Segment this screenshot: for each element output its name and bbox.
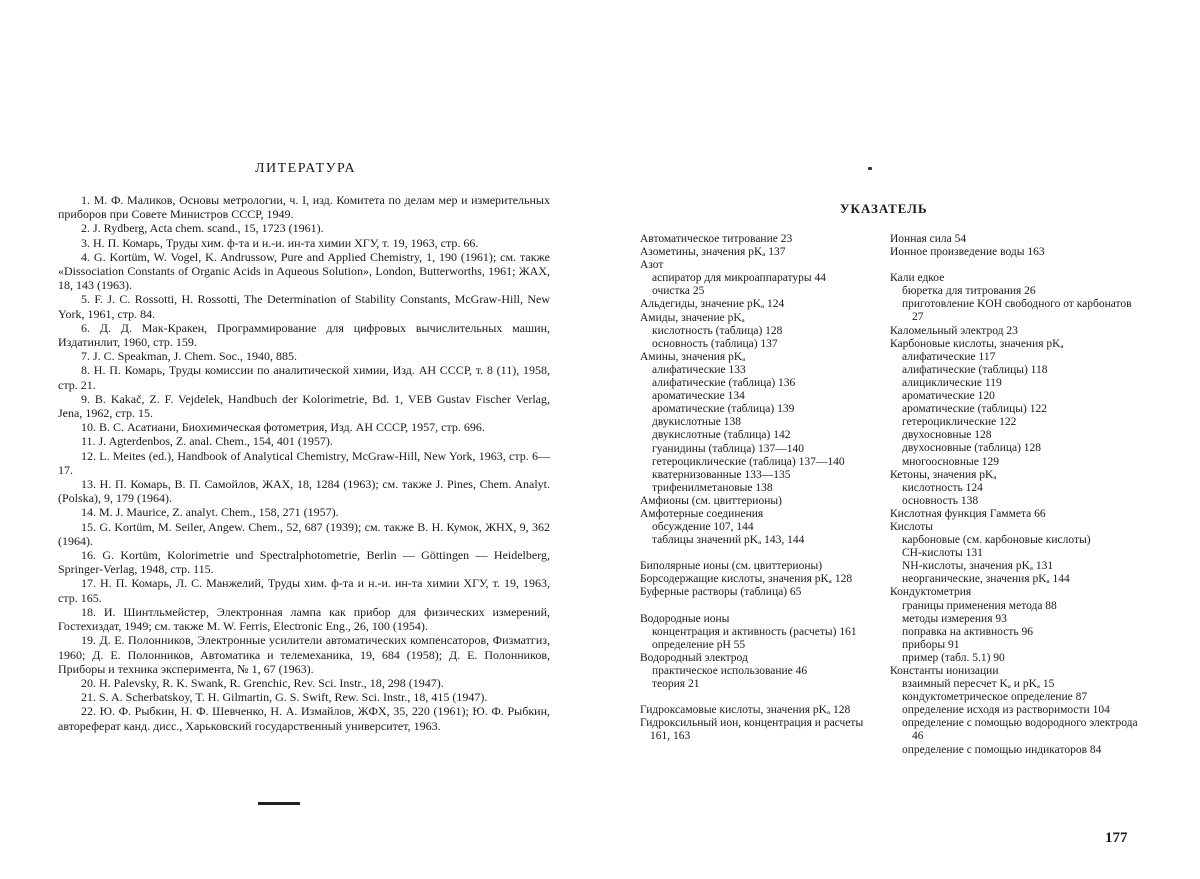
index-subentry: бюретка для титрования 26: [902, 285, 1036, 298]
index-subentry: карбоновые (см. карбоновые кислоты): [902, 534, 1091, 547]
index-entry: Константы ионизации: [890, 665, 999, 677]
index-subentry: кислотность (таблица) 128: [652, 324, 783, 337]
index-subentry: основность (таблица) 137: [652, 337, 778, 350]
index-subentry: ароматические 120: [902, 390, 995, 403]
index-subentry: двукислотные (таблица) 142: [652, 429, 791, 442]
reference-entry: 10. В. С. Асатиани, Биохимическая фотометрия, Изд. АН СССР, 1957, стр. 696.: [81, 420, 485, 435]
reference-entry: 3. Н. П. Комарь, Труды хим. ф-та и н.-и. ин-та химии ХГУ, т. 19, 1963, стр. 66.: [81, 235, 479, 250]
index-entry: Азометины, значения pKₐ 137: [640, 246, 786, 259]
literature-list: [58, 193, 550, 733]
index-subentry: очистка 25: [652, 285, 705, 298]
reference-entry: 6. Д. Д. Мак-Кракен, Программирование для цифровых вычислительных машин, Издатинлит, 1960, стр. 159.: [58, 320, 550, 350]
print-speck: [868, 167, 872, 170]
index-subentry: двухосновные 128: [902, 429, 992, 442]
index-entry: Водородные ионы: [640, 612, 730, 625]
index-entry: Амфотерные соединения: [640, 507, 764, 520]
index-subentry: ароматические 134: [652, 390, 745, 403]
reference-entry: 12. L. Meites (ed.), Handbook of Analytical Chemistry, McGraw-Hill, New York, 1963, стр. 6—17.: [58, 448, 550, 477]
index-entry: Гидроксамовые кислоты, значения pKₐ 128: [640, 704, 851, 717]
index-subentry: приборы 91: [902, 638, 960, 651]
reference-entry: 8. Н. П. Комарь, Труды комиссии по аналитической химии, Изд. АН СССР, т. 8 (11), 1958, стр. 21.: [58, 363, 550, 392]
index-subentry: методы измерения 93: [902, 612, 1007, 625]
index-entry: Автоматическое титрование 23: [640, 233, 793, 245]
index-entry: Амфионы (см. цвиттерионы): [640, 494, 782, 507]
index-subentry: определение исходя из растворимости 104: [902, 704, 1110, 717]
index-entry: Гидроксильный ион, концентрация и расчеты 161, 163: [640, 717, 864, 743]
index-entry: Биполярные ионы (см. цвиттерионы): [640, 560, 823, 573]
index-subentry: алифатические (таблицы) 118: [902, 363, 1048, 376]
reference-entry: 22. Ю. Ф. Рыбкин, Н. Ф. Шевченко, Н. А. Измайлов, ЖФХ, 35, 220 (1961); Ю. Ф. Рыбкин, автореферат канд. дисс., Харьковский государственный университет, 1963.: [58, 704, 550, 733]
index-subentry: алифатические (таблица) 136: [652, 377, 796, 390]
index-subentry: основность 138: [902, 494, 979, 507]
index-subentry: теория 21: [652, 678, 700, 690]
index-entry: Кислоты: [890, 520, 934, 533]
index-subentry: определение с помощью водородного электрода 46: [902, 717, 1138, 743]
index-subentry: ароматические (таблицы) 122: [902, 403, 1047, 416]
reference-entry: 1. М. Ф. Маликов, Основы метрологии, ч. I, изд. Комитета по делам мер и измерительных приборов при Совете Министров СССР, 1949.: [58, 193, 550, 222]
section-end-rule: [258, 802, 300, 805]
index-subentry: кислотность 124: [902, 481, 983, 494]
index-subentry: гуанидины (таблица) 137—140: [652, 442, 805, 455]
page-number: 177: [1105, 830, 1128, 846]
index-entry: Кондуктометрия: [890, 586, 972, 599]
reference-entry: 14. M. J. Maurice, Z. analyt. Chem., 158, 271 (1957).: [81, 505, 339, 520]
right-page: [600, 0, 1200, 879]
index-subentry: CH-кислоты 131: [902, 547, 983, 560]
reference-entry: 7. J. C. Speakman, J. Chem. Soc., 1940, 885.: [81, 349, 297, 364]
reference-entry: 2. J. Rydberg, Acta chem. scand., 15, 1723 (1961).: [81, 221, 324, 236]
index-subentry: многоосновные 129: [902, 455, 999, 468]
index-subentry: двукислотные 138: [652, 416, 741, 429]
index-subentry: алифатические 133: [652, 363, 746, 376]
index-entry: Буферные растворы (таблица) 65: [640, 586, 802, 599]
index-subentry: таблицы значений pKₐ 143, 144: [652, 534, 805, 547]
reference-entry: 4. G. Kortüm, W. Vogel, K. Andrussow, Pure and Applied Chemistry, 1, 190 (1961); см. также «Dissociation Constants of Organic Acids in Aqueous Solution», London, Butterworths, 1961; ЖАХ, 18, 143 (1963).: [58, 249, 550, 293]
index-entry: Альдегиды, значение pKₐ 124: [640, 298, 785, 311]
index-subentry: двухосновные (таблица) 128: [902, 442, 1042, 455]
index-subentry: обсуждение 107, 144: [652, 521, 754, 534]
index-subentry: кондуктометрическое определение 87: [902, 691, 1088, 704]
index-column-1: [640, 233, 880, 743]
index-subentry: аспиратор для микроаппаратуры 44: [652, 272, 826, 285]
reference-entry: 9. B. Kakač, Z. F. Vejdelek, Handbuch der Kolorimetrie, Bd. 1, VEB Gustav Fischer Verlag, Jena, 1962, стр. 15.: [58, 391, 550, 421]
reference-entry: 5. F. J. C. Rossotti, H. Rossotti, The Determination of Stability Constants, McGraw-Hill, New York, 1961, стр. 84.: [58, 292, 550, 321]
reference-entry: 20. H. Palevsky, R. K. Swank, R. Grenchic, Rev. Sci. Instr., 18, 298 (1947).: [81, 675, 444, 690]
index-subentry: NH-кислоты, значения pKₐ 131: [902, 560, 1054, 573]
index-entry: Амины, значения pKₐ: [640, 350, 746, 363]
index-subentry: алифатические 117: [902, 350, 996, 363]
index-entry: Водородный электрод: [640, 651, 748, 664]
index-entry: Кислотная функция Гаммета 66: [890, 507, 1046, 520]
index-column-2: [890, 233, 1138, 757]
reference-entry: 19. Д. Е. Полонников, Электронные усилители автоматических компенсаторов, Физматгиз, 1960; Д. Е. Полонников, Автоматика и телемеханика, 19, 684 (1958); Д. Е. Полонников, Приборы и техника эксперимента, № 1, 67 (1963).: [58, 633, 550, 676]
index-entry: Кали едкое: [890, 272, 945, 285]
index-subentry: гетероциклические 122: [902, 416, 1017, 429]
index-entry: Борсодержащие кислоты, значения pKₐ 128: [640, 573, 853, 586]
index-subentry: алициклические 119: [902, 376, 1002, 389]
index-subentry: взаимный пересчет Kₐ и pKₐ 15: [902, 678, 1055, 691]
index-subentry: ароматические (таблица) 139: [652, 403, 795, 416]
index-entry: Каломельный электрод 23: [890, 324, 1018, 337]
index-subentry: гетероциклические (таблица) 137—140: [652, 455, 845, 468]
index-entry: Карбоновые кислоты, значения pKₐ: [890, 337, 1064, 350]
reference-entry: 11. J. Agterdenbos, Z. anal. Chem., 154, 401 (1957).: [81, 434, 333, 449]
index-subentry: кватернизованные 133—135: [652, 468, 791, 481]
index-entry: Кетоны, значения pKₐ: [890, 468, 997, 481]
index-subentry: определение pH 55: [652, 638, 746, 651]
index-subentry: поправка на активность 96: [902, 625, 1033, 638]
index-subentry: концентрация и активность (расчеты) 161: [652, 625, 857, 638]
reference-entry: 16. G. Kortüm, Kolorimetrie und Spectralphotometrie, Berlin — Göttingen — Heidelberg, Springer-Verlag, 1948, стр. 115.: [58, 548, 550, 577]
reference-entry: 15. G. Kortüm, M. Seiler, Angew. Chem., 52, 687 (1939); см. также В. Н. Кумок, ЖНХ, 9, 362 (1964).: [58, 519, 550, 548]
index-entry: Ионное произведение воды 163: [890, 246, 1045, 259]
reference-entry: 13. Н. П. Комарь, В. П. Самойлов, ЖАХ, 18, 1284 (1963); см. также J. Pines, Chem. Analyt. (Polska), 9, 179 (1964).: [58, 477, 550, 506]
index-subentry: приготовление KOH свободного от карбонатов 27: [902, 298, 1132, 324]
index-subentry: пример (табл. 5.1) 90: [902, 651, 1005, 664]
index-subentry: определение с помощью индикаторов 84: [902, 743, 1102, 756]
index-subentry: неорганические, значения pKₐ 144: [902, 573, 1070, 586]
index-subentry: границы применения метода 88: [902, 599, 1057, 612]
reference-entry: 17. Н. П. Комарь, Л. С. Манжелий, Труды хим. ф-та и н.-и. ин-та химии ХГУ, т. 19, 1963, стр. 165.: [58, 576, 550, 605]
index-subentry: практическое использование 46: [652, 664, 808, 677]
index-entry: Амиды, значение pKₐ: [640, 311, 745, 324]
index-entry: Азот: [640, 259, 664, 272]
reference-entry: 18. И. Шинтльмейстер, Электронная лампа как прибор для физических измерений, Гостехиздат, 1949; см. также M. W. Ferris, Electronic Eng., 26, 100 (1954).: [58, 604, 550, 634]
index-subentry: трифенилметановые 138: [652, 481, 773, 494]
index-title: УКАЗАТЕЛЬ: [840, 201, 928, 216]
literature-title: ЛИТЕРАТУРА: [255, 161, 357, 176]
reference-entry: 21. S. A. Scherbatskoy, T. H. Gilmartin, G. S. Swift, Rew. Sci. Instr., 18, 415 (1947).: [81, 690, 488, 705]
index-entry: Ионная сила 54: [890, 233, 967, 245]
